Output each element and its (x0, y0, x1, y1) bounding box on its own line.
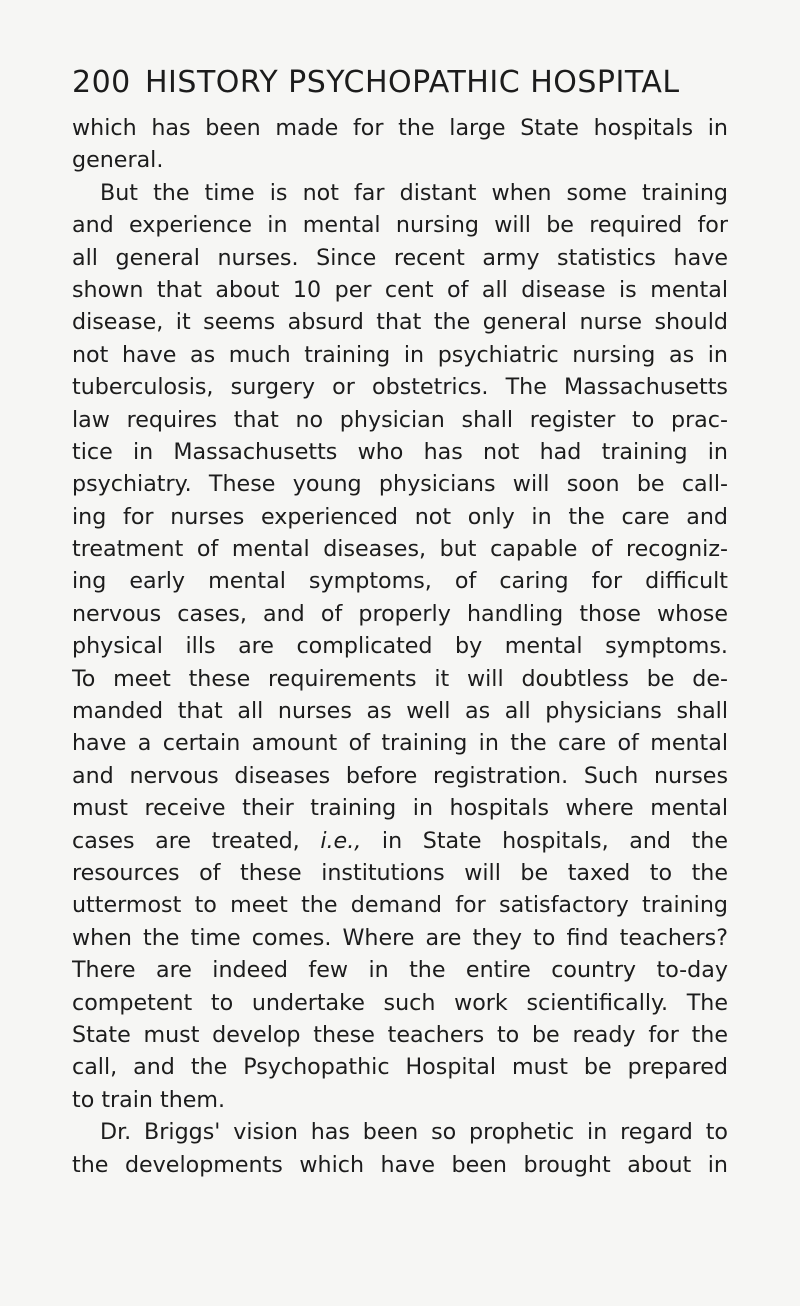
text-line: manded that all nurses as well as all physicians shall (72, 698, 728, 725)
text-line: have a certain amount of training in the care of mental (72, 730, 728, 757)
text-line: treatment of mental diseases, but capable of recogniz- (72, 536, 728, 563)
text-line: which has been made for the large State hospitals in (72, 115, 728, 141)
page-header (72, 62, 736, 104)
text-line: and nervous diseases before registration. Such nurses (72, 762, 728, 789)
text-line: law requires that no physician shall register to prac- (72, 406, 728, 433)
text-line: uttermost to meet the demand for satisfactory training (72, 892, 728, 919)
text-line: resources of these institutions will be taxed to the (72, 859, 728, 886)
text-line: tuberculosis, surgery or obstetrics. The Massachusetts (72, 374, 728, 401)
text-line: psychiatry. These young physicians will soon be call- (72, 471, 728, 498)
text-line: There are indeed few in the entire country to-day (72, 957, 728, 984)
text-line (72, 825, 728, 857)
text-line: tice in Massachusetts who has not had training in (72, 438, 728, 465)
text-line: to train them. (72, 1086, 226, 1113)
text-line: general. (72, 147, 164, 174)
text-line: disease, it seems absurd that the general nurse should (72, 309, 728, 336)
text-line: To meet these requirements it will doubtless be de- (72, 665, 728, 692)
text-line: nervous cases, and of properly handling those whose (72, 600, 728, 627)
text-fragment: in State hospitals, and the (361, 827, 728, 854)
text-line: physical ills are complicated by mental symptoms. (72, 633, 728, 660)
text-line: ing for nurses experienced not only in the care and (72, 503, 728, 530)
text-line: call, and the Psychopathic Hospital must be prepared (72, 1054, 728, 1081)
text-line: Dr. Briggs' vision has been so prophetic in regard to (100, 1119, 728, 1146)
text-line: shown that about 10 per cent of all disease is mental (72, 276, 728, 303)
text-line: all general nurses. Since recent army statistics have (72, 244, 728, 271)
text-line: State must develop these teachers to be ready for the (72, 1021, 728, 1048)
text-line: ing early mental symptoms, of caring for difficult (72, 568, 728, 595)
text-line: But the time is not far distant when some training (100, 179, 728, 206)
body-text (72, 112, 728, 1181)
text-line: competent to undertake such work scientifically. The (72, 989, 728, 1016)
italic-abbreviation: i.e., (320, 827, 362, 854)
text-fragment: cases are treated, (72, 827, 321, 854)
text-line: not have as much training in psychiatric nursing as in (72, 341, 728, 368)
running-head: HISTORY PSYCHOPATHIC HOSPITAL (145, 65, 680, 100)
page-number: 200 (72, 65, 131, 100)
text-line: when the time comes. Where are they to find teachers? (72, 924, 728, 951)
text-line: must receive their training in hospitals where mental (72, 795, 728, 822)
text-line: the developments which have been brought about in (72, 1151, 728, 1178)
text-line: and experience in mental nursing will be required for (72, 212, 728, 239)
